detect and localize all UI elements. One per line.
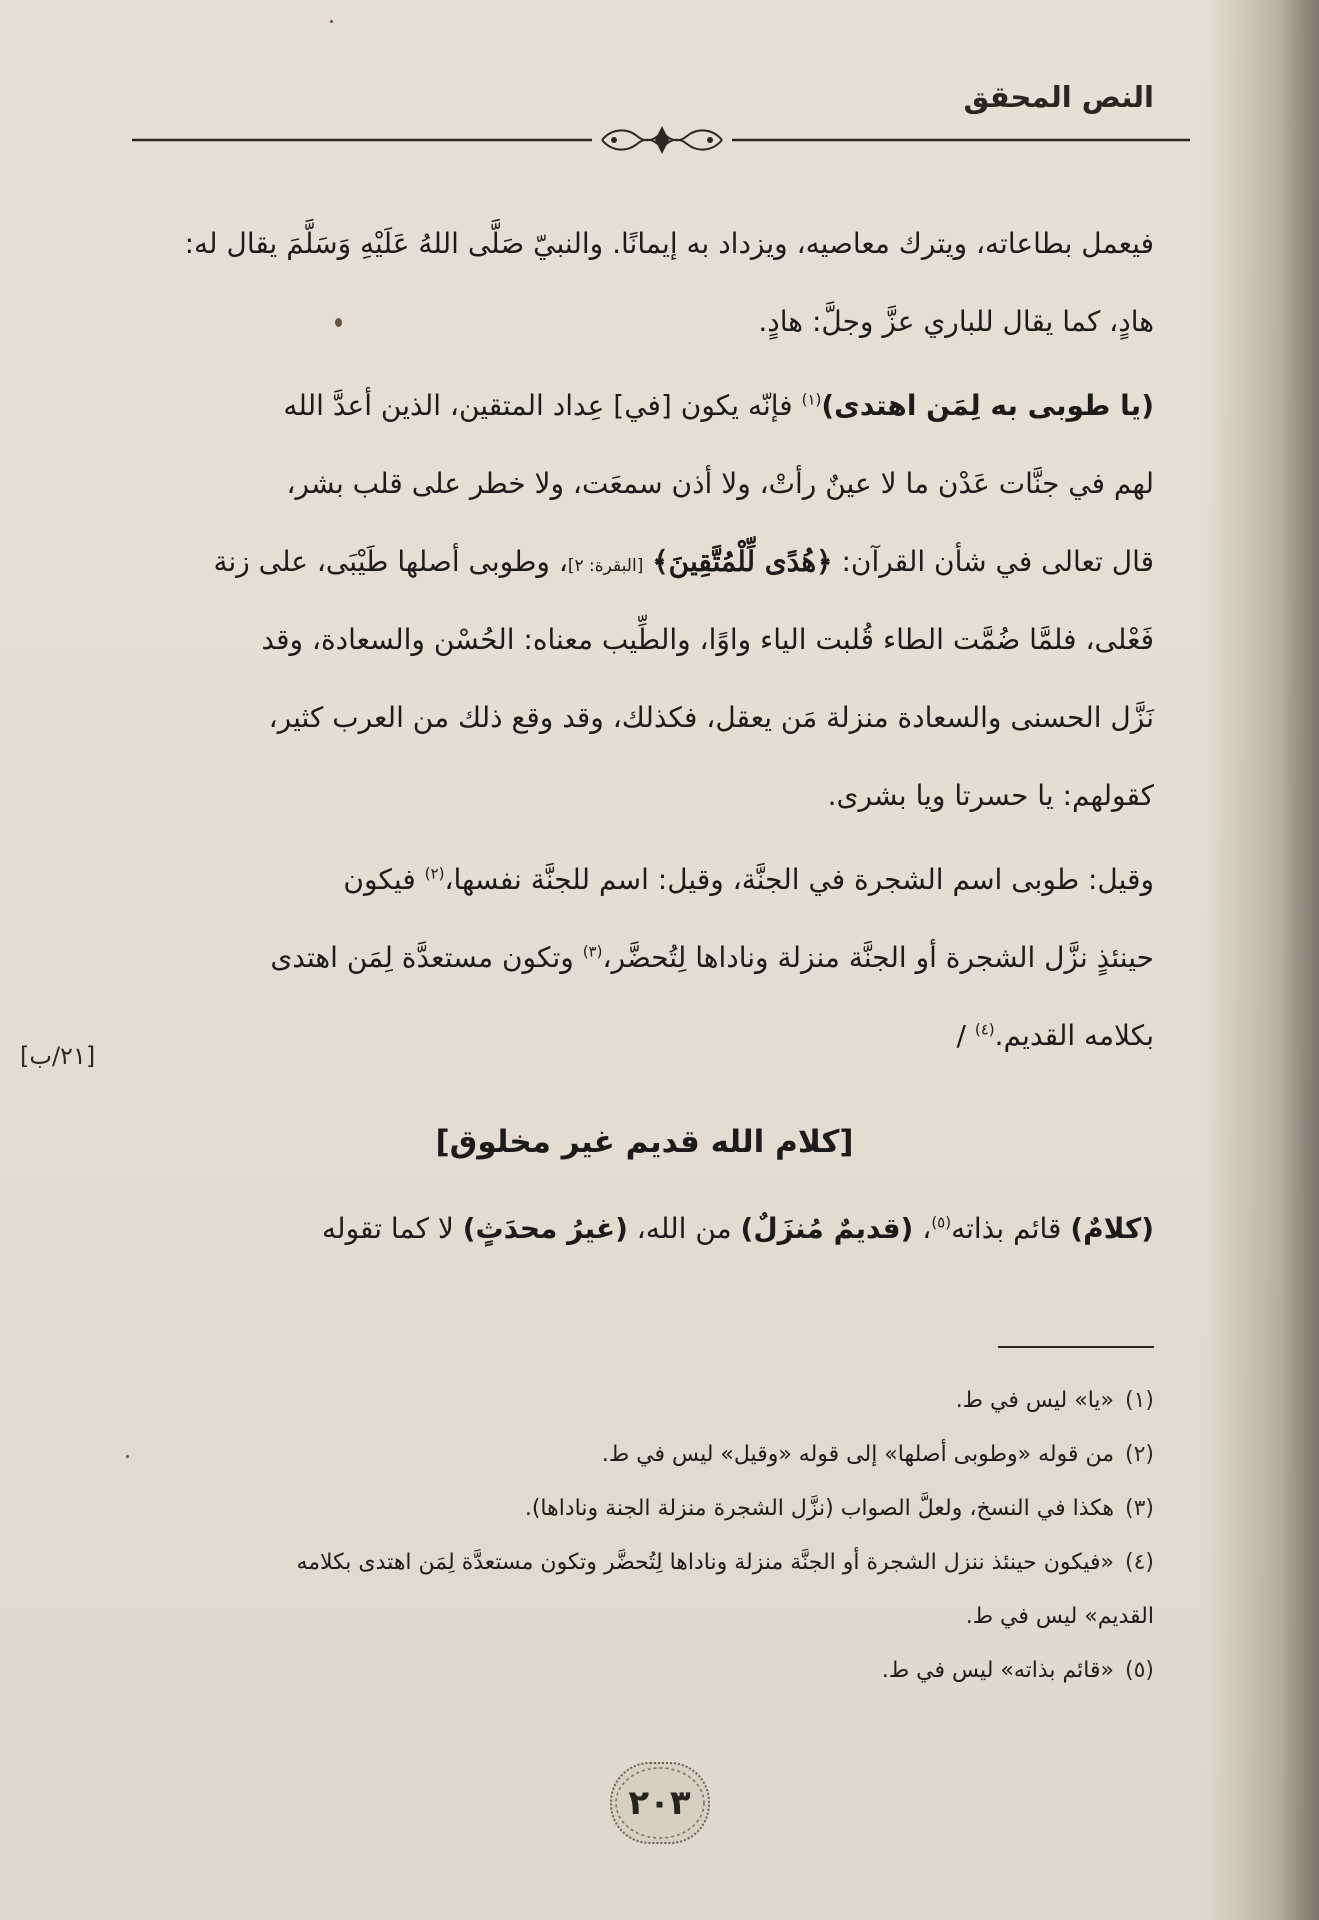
footnote-ref[interactable]: (٥) [931,1213,952,1232]
section-heading-text: [كلام الله قديم غير مخلوق] [435,1124,854,1160]
text-run: حينئذٍ نزَّل الشجرة أو الجنَّة منزلة وناداها لِتُحضَّر، [602,941,1154,974]
footnote-item [119,1374,1154,1428]
footnote-ref[interactable]: (٤) [974,1020,995,1039]
text-run: لا كما تقوله [322,1212,454,1245]
bold-quote: (يا طوبى به لِمَن اهتدى) [821,389,1154,422]
opening-line [119,1212,1154,1245]
footnote-text: القديم» ليس في ط. [965,1604,1154,1629]
text-line: فيعمل بطاعاته، ويترك معاصيه، ويزداد به إيمانًا. والنبيّ صَلَّى اللهُ عَلَيْهِ وَسَلَّمَ يقال له: [184,227,1154,260]
vine-scroll-ornament-icon [592,126,732,154]
footnote-marker: (٤) [1124,1550,1154,1575]
header-ornament-rule [132,120,1190,160]
footnote-ref[interactable]: (٢) [424,864,445,883]
quran-reference: [البقرة: ٢] [567,556,644,576]
main-text [119,205,1154,1081]
text-run: من الله، [636,1212,732,1245]
text-line: لهم في جنَّات عَدْن ما لا عينٌ رأتْ، ولا أذن سمعَت، ولا خطر على قلب بشر، [286,467,1154,500]
gutter-shadow [1209,0,1319,1920]
footnotes [119,1374,1154,1698]
text-run: وتكون مستعدَّة لِمَن اهتدى [270,941,574,974]
footnote-separator [998,1346,1154,1348]
paragraph-3 [119,841,1154,1075]
paragraph-1 [119,205,1154,361]
text-line: نَزَّل الحسنى والسعادة منزلة مَن يعقل، فكذلك، وقد وقع ذلك من العرب كثير، [268,701,1154,734]
text-line [119,919,1154,997]
folio-separator: / [956,1019,966,1052]
bold-term: (غيرُ محدَثٍ) [462,1212,628,1245]
text-run: فيكون [343,863,416,896]
footnote-ref[interactable]: (٣) [582,942,603,961]
text-run: ، وطوبى أصلها طَيْبَى، على زنة [213,545,568,578]
text-line: هادٍ، كما يقال للباري عزَّ وجلَّ: هادٍ. [758,305,1154,338]
footnote-marker: (٢) [1124,1442,1154,1467]
footnote-item [119,1482,1154,1536]
paper-speck [330,20,333,23]
footnote-text: «قائم بذاته» ليس في ط. [881,1658,1114,1683]
manuscript-folio-ref: [٢١/ب] [20,1042,96,1070]
text-line [119,523,1154,601]
footnote-marker: (٥) [1124,1658,1154,1683]
footnote-ref[interactable]: (١) [801,390,822,409]
footnote-item [119,1644,1154,1698]
text-run: وقيل: طوبى اسم الشجرة في الجنَّة، وقيل: اسم للجنَّة نفسها، [444,863,1154,896]
footnote-continuation [119,1590,1154,1644]
bold-term: (كلامٌ) [1070,1212,1154,1245]
page-number-badge [610,1762,710,1844]
bold-term: (قديمٌ مُنزَلٌ) [740,1212,914,1245]
page-number-area [0,1762,1319,1844]
footnote-marker: (١) [1124,1388,1154,1413]
footnote-text: من قوله «وطوبى أصلها» إلى قوله «وقيل» ليس في ط. [601,1442,1114,1467]
text-line: كقولهم: يا حسرتا ويا بشرى. [827,779,1154,812]
text-run: فإنّه يكون [في] عِداد المتقين، الذين أعدَّ الله [283,389,793,422]
page-number: ٢٠٣ [628,1783,691,1823]
text-line [119,841,1154,919]
text-run: قائم بذاته [951,1212,1062,1245]
footnote-text: هكذا في النسخ، ولعلَّ الصواب (نزَّل الشجرة منزلة الجنة وناداها). [524,1496,1114,1521]
section-heading [0,1124,1319,1160]
text-run: بكلامه القديم. [994,1019,1154,1052]
footnote-text: «فيكون حينئذ ننزل الشجرة أو الجنَّة منزلة وناداها لِتُحضَّر وتكون مستعدَّة لِمَن اهتدى بكلامه [296,1550,1114,1575]
footnote-item [119,1428,1154,1482]
footnote-item [119,1536,1154,1590]
text-line: فَعْلى، فلمَّا ضُمَّت الطاء قُلبت الياء واوًا، والطِّيب معناه: الحُسْن والسعادة، وقد [261,623,1154,656]
quran-quote: ﴿هُدًى لِّلْمُتَّقِينَ﴾ [652,545,833,578]
paragraph-2 [119,367,1154,835]
text-line [119,997,1154,1075]
text-run: قال تعالى في شأن القرآن: [841,545,1154,578]
footnote-text: «يا» ليس في ط. [955,1388,1114,1413]
footnote-marker: (٣) [1124,1496,1154,1521]
text-line [119,367,1154,445]
text-run: ، [922,1212,932,1245]
running-header: النص المحقق [963,80,1154,114]
